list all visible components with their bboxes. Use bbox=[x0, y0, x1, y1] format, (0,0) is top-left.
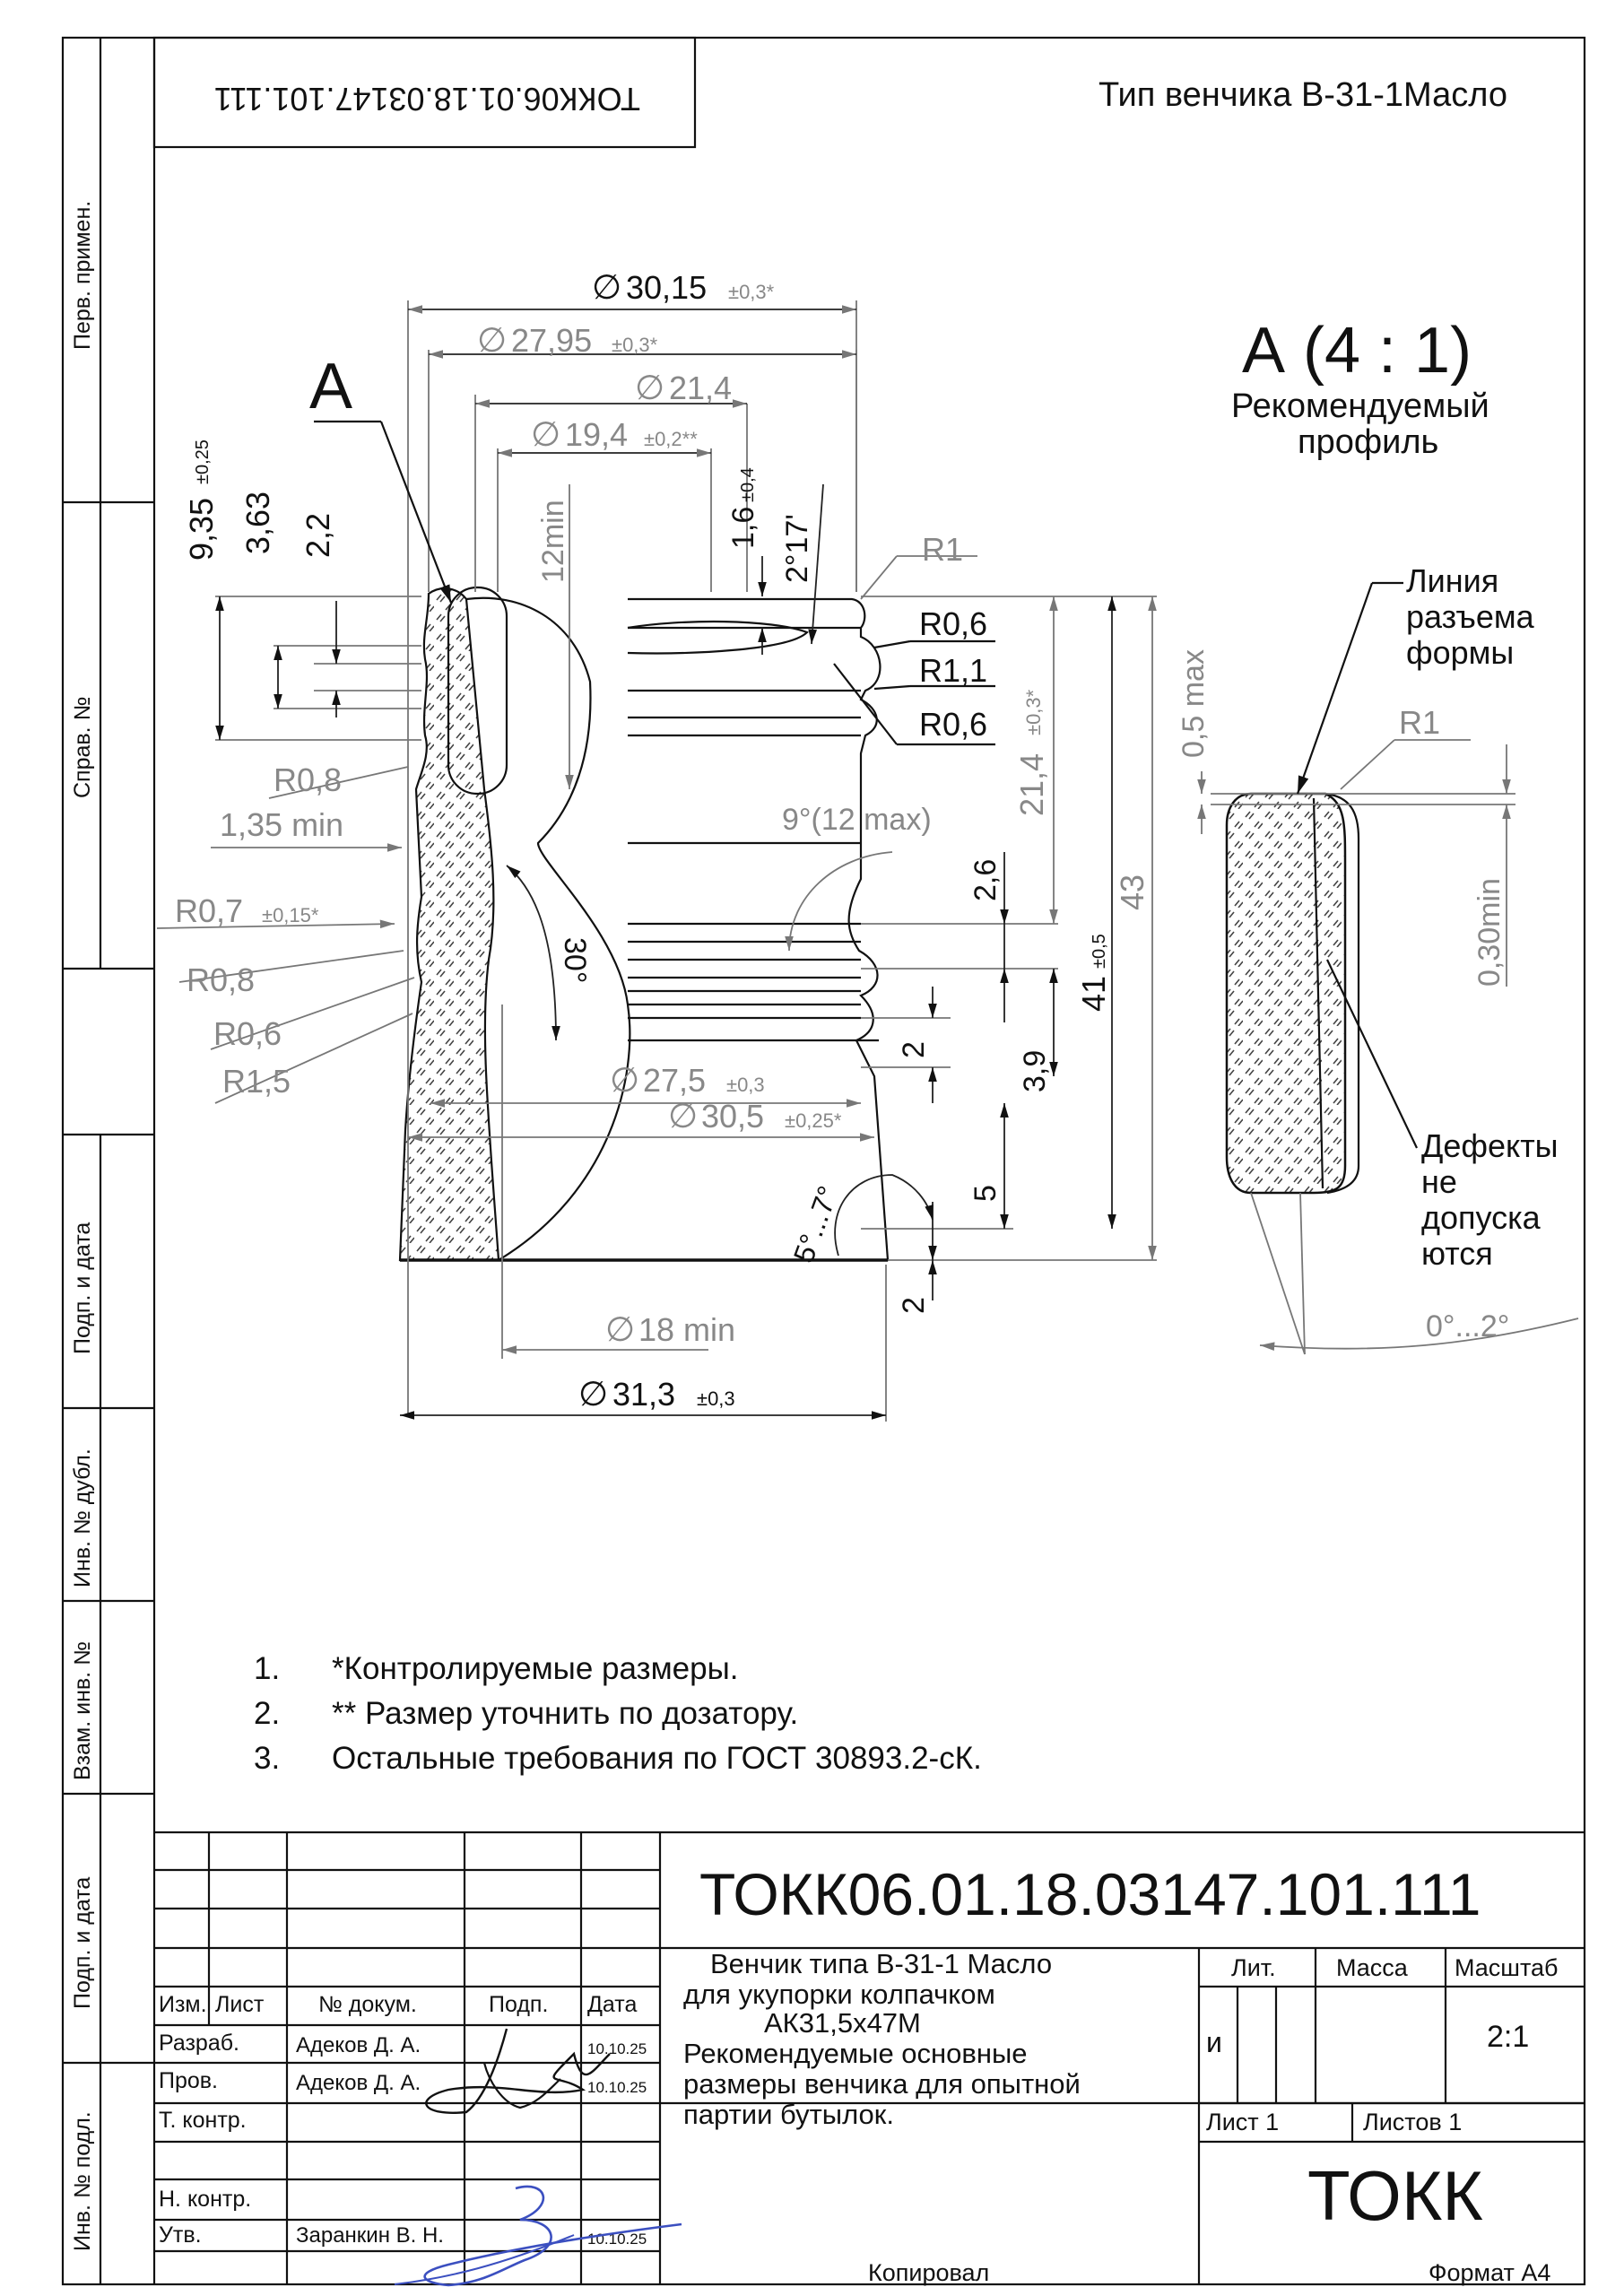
detail-subtitle-2: профиль bbox=[1298, 423, 1439, 461]
dim-d30-15: 30,15 bbox=[626, 269, 708, 306]
masshtab-label: Масштаб bbox=[1455, 1954, 1559, 1981]
diameter-icon: ∅ bbox=[477, 322, 508, 360]
row-utv: Утв. bbox=[159, 2222, 202, 2248]
neck-section-geometry bbox=[400, 587, 888, 1260]
dim-d30-5-tol: ±0,25* bbox=[785, 1109, 842, 1132]
note-1-text: *Контролируемые размеры. bbox=[332, 1651, 739, 1686]
dim-d30-5: 30,5 bbox=[701, 1098, 765, 1135]
col-dokum: № докум. bbox=[318, 1992, 417, 2017]
row-t-kontr: Т. контр. bbox=[159, 2108, 247, 2133]
dim-h3-9: 3,9 bbox=[1018, 1049, 1052, 1092]
dim-d27-95: 27,95 bbox=[511, 322, 593, 359]
dim-h5: 5 bbox=[968, 1185, 1003, 1202]
dim-d31-3-tol: ±0,3 bbox=[697, 1387, 735, 1410]
title-name-6: партии бутылок. bbox=[683, 2099, 894, 2130]
scale-value: 2:1 bbox=[1487, 2020, 1530, 2054]
side-labels bbox=[70, 201, 95, 2251]
dim-h2b: 2 bbox=[897, 1297, 931, 1314]
detail-title: А (4 : 1) bbox=[1242, 315, 1472, 387]
dim-ang9: 9°(12 max) bbox=[782, 803, 932, 837]
dim-h21-4: 21,4 bbox=[1013, 752, 1050, 816]
dim-d27-95-tol: ±0,3* bbox=[612, 334, 658, 356]
title-name-5: размеры венчика для опытной bbox=[683, 2068, 1081, 2100]
prov-name: Адеков Д. А. bbox=[296, 2071, 421, 2095]
diameter-icon: ∅ bbox=[531, 416, 561, 454]
dim-h41-tol: ±0,5 bbox=[1090, 934, 1109, 969]
dim-h9-35-tol: ±0,25 bbox=[193, 439, 213, 484]
prov-date: 10.10.25 bbox=[587, 2079, 647, 2096]
dim-r0-8b: R0,8 bbox=[187, 961, 256, 998]
dim-h9-35: 9,35 bbox=[183, 497, 220, 561]
title-name-2: для укупорки колпачком bbox=[683, 1979, 995, 2010]
dim-r0-6a: R0,6 bbox=[919, 605, 988, 642]
dim-h12min: 12min bbox=[536, 500, 570, 583]
rotated-doc-code: ТОКК06.01.18.03147.101.111 bbox=[213, 81, 640, 117]
view-label-a: А bbox=[309, 351, 353, 422]
razrab-date: 10.10.25 bbox=[587, 2040, 647, 2057]
dim-h41: 41 bbox=[1075, 975, 1112, 1012]
dim-h2-6: 2,6 bbox=[968, 858, 1003, 901]
side-label-podp-data-1: Подп. и дата bbox=[70, 1222, 95, 1354]
detail-view bbox=[1177, 315, 1578, 1354]
note-2-num: 2. bbox=[254, 1696, 281, 1731]
dim-r0-7-tol: ±0,15* bbox=[262, 904, 319, 926]
razrab-name: Адеков Д. А. bbox=[296, 2033, 421, 2057]
detail-subtitle-1: Рекомендуемый bbox=[1231, 387, 1489, 425]
dim-h1-6-tol: ±0,4 bbox=[738, 467, 758, 502]
dim-r0-6c: R0,6 bbox=[213, 1015, 282, 1052]
signature-razrab bbox=[426, 2029, 610, 2113]
note-defects-3: допуска bbox=[1421, 1199, 1541, 1236]
diameter-icon: ∅ bbox=[592, 269, 622, 307]
neck-type-title: Тип венчика В-31-1Масло bbox=[1099, 76, 1507, 114]
col-data: Дата bbox=[587, 1992, 638, 2017]
technical-notes bbox=[254, 1651, 982, 1776]
detail-h0-5max: 0,5 max bbox=[1177, 649, 1211, 758]
dim-d27-5-tol: ±0,3 bbox=[726, 1074, 765, 1096]
note-2-text: ** Размер уточнить по дозатору. bbox=[332, 1696, 799, 1731]
footer-format: Формат А4 bbox=[1429, 2259, 1551, 2286]
dim-d18: 18 min bbox=[638, 1311, 736, 1348]
org-label: ТОКК bbox=[1307, 2156, 1483, 2235]
title-name-1: Венчик типа В-31-1 Масло bbox=[710, 1948, 1053, 1979]
note-1-num: 1. bbox=[254, 1651, 281, 1686]
col-list: Лист bbox=[215, 1992, 265, 2017]
dim-h1-6: 1,6 bbox=[726, 506, 760, 549]
dim-d30-15-tol: ±0,3* bbox=[728, 281, 775, 303]
dim-r0-6b: R0,6 bbox=[919, 706, 988, 743]
note-parting-2: разъема bbox=[1406, 598, 1534, 635]
utv-name: Заранкин В. Н. bbox=[296, 2223, 444, 2248]
massa-label: Масса bbox=[1336, 1954, 1408, 1981]
side-label-perv-primen: Перв. примен. bbox=[70, 200, 95, 350]
dim-d27-5: 27,5 bbox=[643, 1062, 707, 1099]
diameter-icon: ∅ bbox=[578, 1376, 609, 1413]
diameter-icon: ∅ bbox=[668, 1098, 699, 1135]
note-defects-4: ются bbox=[1421, 1235, 1493, 1272]
row-n-kontr: Н. контр. bbox=[159, 2187, 252, 2212]
row-razrab: Разраб. bbox=[159, 2031, 240, 2056]
dim-d19-4: 19,4 bbox=[565, 416, 629, 453]
side-label-sprav-no: Справ. № bbox=[70, 696, 95, 798]
note-defects-2: не bbox=[1421, 1163, 1457, 1200]
diameter-icon: ∅ bbox=[605, 1311, 636, 1349]
dim-ang2-17: 2°17' bbox=[780, 514, 814, 583]
dim-h2: 2 bbox=[897, 1041, 931, 1058]
lit-label: Лит. bbox=[1231, 1954, 1276, 1981]
note-parting-3: формы bbox=[1406, 634, 1515, 671]
side-label-vzam-inv: Взам. инв. № bbox=[70, 1641, 95, 1780]
note-3-num: 3. bbox=[254, 1741, 281, 1776]
note-3-text: Остальные требования по ГОСТ 30893.2-сК. bbox=[332, 1741, 982, 1776]
col-izm: Изм. bbox=[159, 1992, 207, 2017]
diameter-icon: ∅ bbox=[610, 1062, 640, 1100]
row-prov: Пров. bbox=[159, 2068, 219, 2093]
sheets-label: Листов 1 bbox=[1363, 2109, 1463, 2135]
title-doc-code: ТОКК06.01.18.03147.101.111 bbox=[699, 1861, 1481, 1927]
diameter-icon: ∅ bbox=[635, 370, 665, 407]
dim-h3-63: 3,63 bbox=[239, 491, 276, 554]
title-name-4: Рекомендуемые основные bbox=[683, 2038, 1028, 2069]
dim-r1-1: R1,1 bbox=[919, 652, 988, 689]
dim-w1-35: 1,35 min bbox=[220, 806, 344, 843]
section-texts bbox=[175, 269, 1151, 1413]
dim-r0-7: R0,7 bbox=[175, 892, 244, 929]
footer-copied: Копировал bbox=[868, 2259, 990, 2286]
side-label-podp-data-2: Подп. и дата bbox=[70, 1876, 95, 2009]
detail-ang0-2: 0°...2° bbox=[1426, 1309, 1510, 1344]
side-label-inv-podl: Инв. № подл. bbox=[70, 2111, 95, 2251]
title-name-3: АК31,5х47М bbox=[764, 2007, 921, 2039]
dim-ang30: 30° bbox=[558, 937, 592, 984]
section-dimensions bbox=[157, 300, 1157, 1422]
dim-h2-2: 2,2 bbox=[300, 512, 336, 558]
dim-h43: 43 bbox=[1114, 874, 1151, 910]
dim-r1: R1 bbox=[922, 531, 964, 568]
dim-r1-5: R1,5 bbox=[222, 1063, 291, 1100]
dim-h21-4-tol: ±0,3* bbox=[1022, 689, 1045, 735]
lit-value: и bbox=[1206, 2026, 1222, 2058]
detail-r1: R1 bbox=[1399, 704, 1441, 741]
dim-d31-3: 31,3 bbox=[612, 1376, 676, 1413]
dim-d21-4: 21,4 bbox=[669, 370, 733, 406]
note-defects-1: Дефекты bbox=[1421, 1127, 1559, 1164]
sheet-label: Лист 1 bbox=[1206, 2109, 1280, 2135]
title-block bbox=[154, 1832, 1585, 2284]
utv-date: 10.10.25 bbox=[587, 2231, 647, 2248]
dim-ang5-7: 5°...7° bbox=[786, 1181, 845, 1267]
dim-d19-4-tol: ±0,2** bbox=[644, 428, 698, 450]
col-podp: Подп. bbox=[489, 1992, 549, 2017]
note-parting-1: Линия bbox=[1406, 562, 1499, 599]
detail-h0-30min: 0,30min bbox=[1472, 878, 1507, 987]
side-label-inv-dubl: Инв. № дубл. bbox=[70, 1448, 95, 1587]
dim-r0-8a: R0,8 bbox=[274, 761, 343, 798]
